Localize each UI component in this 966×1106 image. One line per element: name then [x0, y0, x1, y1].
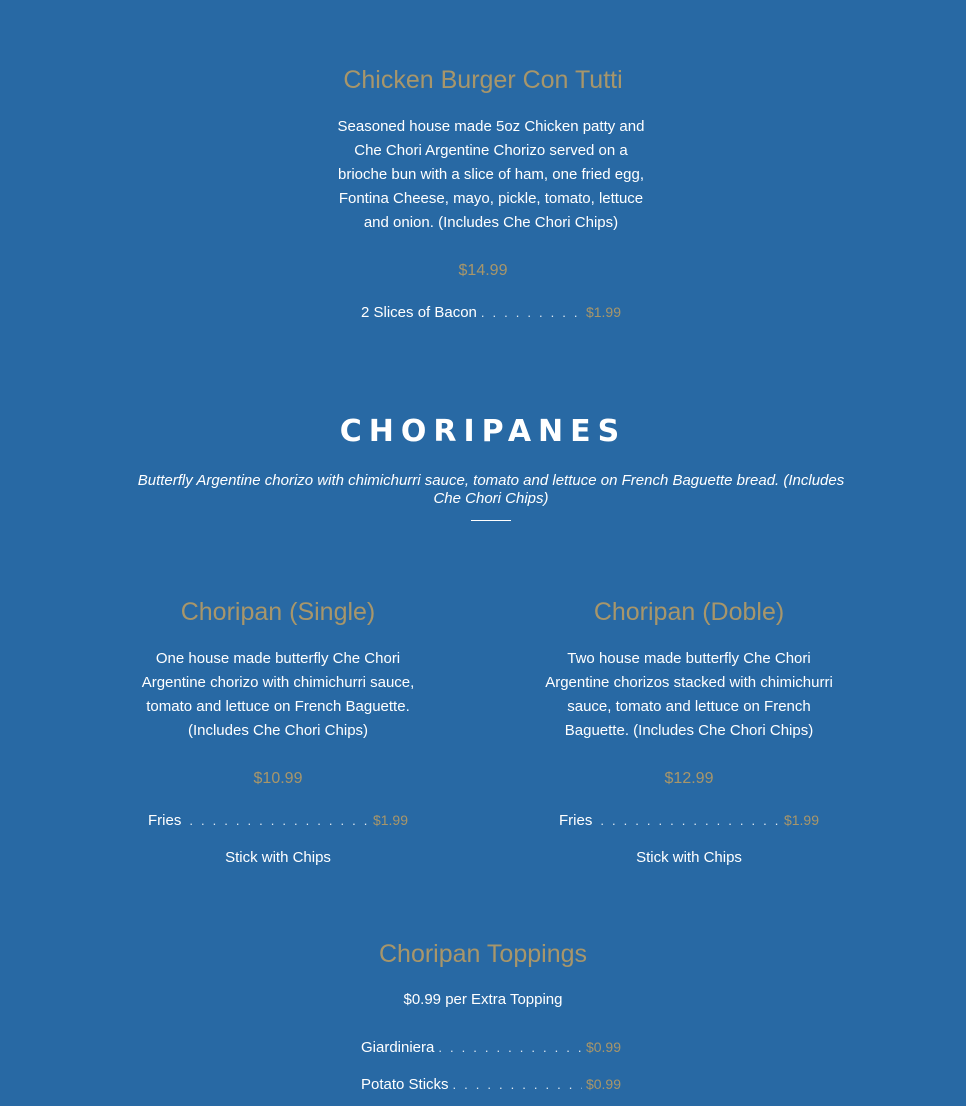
item-price-single: $10.99: [253, 770, 303, 787]
toppings-note: $0.99 per Extra Topping: [403, 991, 563, 1008]
topping-name: Potato Sticks: [361, 1076, 449, 1093]
dot-leader: [600, 813, 780, 828]
burger-section: [0, 66, 966, 95]
item-note-doble: Stick with Chips: [636, 849, 742, 866]
addon-name: 2 Slices of Bacon: [361, 304, 477, 321]
item-price-doble: $12.99: [664, 770, 714, 787]
item-description-single: One house made butterfly Che Chori Argentine chorizo with chimichurri sauce, tomato and lettuce on French Baguette. (Includes Che Chori Chips): [141, 650, 415, 739]
item-addon-single: [148, 812, 408, 829]
topping-name: Giardiniera: [361, 1039, 435, 1056]
burger-price: $14.99: [458, 262, 508, 279]
item-description-doble: Two house made butterfly Che Chori Argentine chorizos stacked with chimichurri sauce, tomato and lettuce on French Baguette. (Includes Che Chori Chips): [545, 650, 833, 739]
topping-item: [361, 1076, 621, 1093]
item-title-single: Choripan (Single): [180, 598, 376, 626]
addon-name: Fries: [559, 812, 593, 829]
addon-price: $1.99: [372, 812, 408, 828]
dot-leader: [438, 1040, 582, 1055]
topping-item: [361, 1039, 621, 1056]
section-divider: [471, 520, 511, 521]
dot-leader: [189, 813, 369, 828]
dot-leader: [453, 1077, 582, 1092]
toppings-title: Choripan Toppings: [378, 940, 588, 968]
addon-name: Fries: [148, 812, 182, 829]
burger-addon: [361, 304, 621, 321]
burger-description: Seasoned house made 5oz Chicken patty and Che Chori Argentine Chorizo served on a brioche bun with a slice of ham, one fried egg, Fontina Cheese, mayo, pickle, tomato, lettuce and onion. (Includes Che Chori Chips): [337, 118, 645, 231]
topping-price: $0.99: [585, 1076, 621, 1092]
section-subtitle: Butterfly Argentine chorizo with chimichurri sauce, tomato and lettuce on French Baguette bread. (Includes Che Chori Chips): [137, 472, 845, 507]
item-addon-doble: [559, 812, 819, 829]
item-title-doble: Choripan (Doble): [593, 598, 785, 626]
addon-price: $1.99: [783, 812, 819, 828]
burger-title: Chicken Burger Con Tutti: [343, 66, 623, 94]
topping-price: $0.99: [585, 1039, 621, 1055]
item-note-single: Stick with Chips: [225, 849, 331, 866]
addon-price: $1.99: [585, 304, 621, 320]
section-heading: CHORIPANES: [339, 414, 627, 449]
dot-leader: [481, 305, 582, 320]
